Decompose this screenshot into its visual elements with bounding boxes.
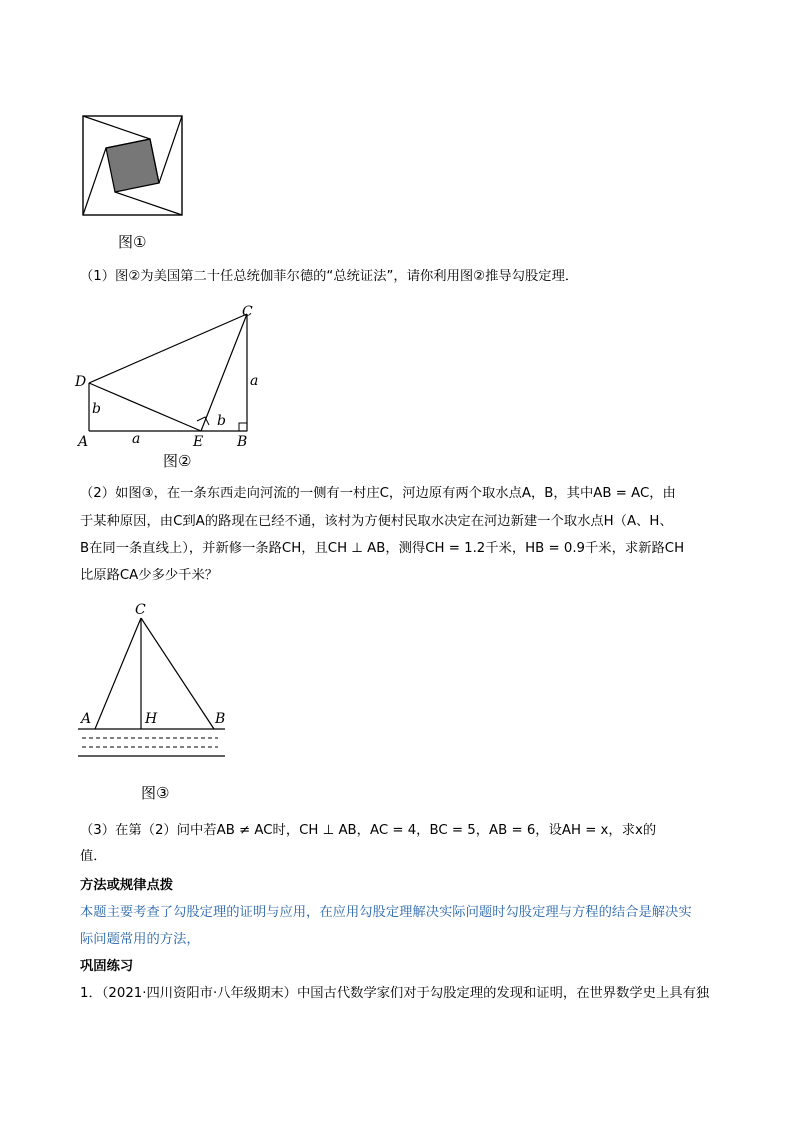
method-heading: 方法或规律点拨 bbox=[80, 878, 174, 893]
label-a-right: a bbox=[250, 373, 259, 389]
figure-2-caption: 图② bbox=[163, 452, 192, 470]
figure-1-diagram bbox=[80, 113, 186, 217]
label-A: A bbox=[81, 711, 92, 727]
method-line-1: 本题主要考查了勾股定理的证明与应用，在应用勾股定理解决实际问题时勾股定理与方程的结合是解决实 bbox=[80, 905, 692, 920]
practice-heading: 巩固练习 bbox=[80, 959, 134, 974]
question-3-line-2: 值． bbox=[80, 849, 107, 864]
question-2-line-1: （2）如图③，在一条东西走向河流的一侧有一村庄C，河边原有两个取水点A，B，其中AB = AC，由 bbox=[80, 486, 676, 501]
label-a-bottom: a bbox=[132, 431, 141, 447]
label-B: B bbox=[237, 434, 248, 450]
figure-3-diagram bbox=[75, 598, 235, 768]
figure-3-caption: 图③ bbox=[141, 784, 170, 802]
figure-1-caption: 图① bbox=[118, 233, 147, 251]
label-b-middle: b bbox=[217, 413, 226, 429]
label-b-left: b bbox=[92, 401, 101, 417]
method-line-2: 际问题常用的方法， bbox=[80, 932, 200, 947]
question-2-line-3: B在同一条直线上），并新修一条路CH，且CH ⊥ AB，测得CH = 1.2千米，HB = 0.9千米，求新路CH bbox=[80, 541, 685, 556]
label-E: E bbox=[193, 434, 204, 450]
figure-2-diagram bbox=[70, 300, 270, 450]
label-C: C bbox=[242, 304, 253, 320]
question-2-line-4: 比原路CA少多少千米？ bbox=[80, 568, 219, 583]
question-1-text: （1）图②为美国第二十任总统伽菲尔德的“总统证法”，请你利用图②推导勾股定理． bbox=[80, 269, 579, 284]
question-2-line-2: 于某种原因，由C到A的路现在已经不通，该村为方便村民取水决定在河边新建一个取水点H（A、H、 bbox=[80, 514, 673, 529]
label-H: H bbox=[145, 711, 158, 727]
label-D: D bbox=[75, 374, 87, 390]
question-3-line-1: （3）在第（2）问中若AB ≠ AC时，CH ⊥ AB，AC = 4，BC = 5，AB = 6，设AH = x，求x的 bbox=[80, 823, 657, 838]
label-A: A bbox=[78, 434, 89, 450]
label-C: C bbox=[135, 602, 146, 618]
label-B: B bbox=[215, 711, 226, 727]
practice-item-1: 1．（2021·四川资阳市·八年级期末）中国古代数学家们对于勾股定理的发现和证明，在世界数学史上具有独 bbox=[80, 986, 710, 1001]
